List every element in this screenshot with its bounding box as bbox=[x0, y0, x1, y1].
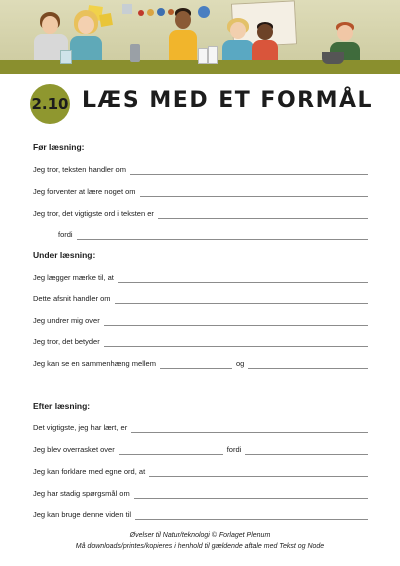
answer-line[interactable] bbox=[104, 316, 368, 326]
chapter-badge: 2.10 bbox=[30, 84, 70, 124]
form-row bbox=[33, 207, 368, 219]
answer-line[interactable] bbox=[245, 445, 368, 455]
answer-line[interactable] bbox=[248, 359, 368, 369]
planet-icon bbox=[157, 8, 165, 16]
form-row bbox=[33, 443, 368, 455]
form-row bbox=[33, 292, 368, 304]
prompt-label: Jeg tror, det betyder bbox=[33, 337, 100, 346]
prompt-label: Jeg lægger mærke til, at bbox=[33, 273, 114, 282]
answer-line[interactable] bbox=[104, 337, 368, 347]
child-figure bbox=[168, 8, 198, 62]
answer-line[interactable] bbox=[115, 294, 368, 304]
form-row bbox=[33, 465, 368, 477]
prompt-label: Det vigtigste, jeg har lært, er bbox=[33, 423, 128, 432]
section-heading-before: Før læsning: bbox=[33, 142, 85, 152]
planet-icon bbox=[138, 10, 144, 16]
prompt-label: fordi bbox=[58, 230, 73, 239]
connector-label: fordi bbox=[226, 445, 242, 454]
cooking-pot bbox=[322, 52, 344, 64]
robot-toy bbox=[130, 44, 140, 62]
sticky-note bbox=[122, 4, 132, 14]
planet-icon bbox=[147, 9, 154, 16]
answer-line[interactable] bbox=[131, 423, 368, 433]
section-heading-during: Under læsning: bbox=[33, 250, 96, 260]
prompt-label: Jeg forventer at lære noget om bbox=[33, 187, 136, 196]
form-row bbox=[33, 508, 368, 520]
form-row bbox=[33, 271, 368, 283]
milk-carton bbox=[198, 48, 208, 64]
prompt-label: Jeg undrer mig over bbox=[33, 316, 100, 325]
prompt-label: Jeg blev overrasket over bbox=[33, 445, 115, 454]
prompt-label: Dette afsnit handler om bbox=[33, 294, 111, 303]
beaker bbox=[60, 50, 72, 64]
form-row bbox=[58, 228, 368, 240]
footer-copyright: Øvelser til Natur/teknologi © Forlaget Plenum bbox=[129, 532, 271, 539]
form-row bbox=[33, 335, 368, 347]
answer-line[interactable] bbox=[135, 510, 368, 520]
form-row bbox=[33, 421, 368, 433]
prompt-label: Jeg kan bruge denne viden til bbox=[33, 510, 131, 519]
answer-line[interactable] bbox=[77, 230, 368, 240]
form-row bbox=[33, 487, 368, 499]
answer-line[interactable] bbox=[118, 273, 368, 283]
connector-label: og bbox=[235, 359, 245, 368]
answer-line[interactable] bbox=[149, 467, 368, 477]
child-figure bbox=[222, 18, 254, 62]
answer-line[interactable] bbox=[134, 489, 368, 499]
answer-line[interactable] bbox=[130, 165, 368, 175]
prompt-label: Jeg tror, det vigtigste ord i teksten er bbox=[33, 209, 154, 218]
answer-line[interactable] bbox=[119, 445, 223, 455]
prompt-label: Jeg har stadig spørgsmål om bbox=[33, 489, 130, 498]
form-row bbox=[33, 185, 368, 197]
globe-icon bbox=[198, 6, 210, 18]
section-heading-after: Efter læsning: bbox=[33, 401, 91, 411]
form-row bbox=[33, 163, 368, 175]
milk-carton bbox=[208, 46, 218, 64]
prompt-label: Jeg tror, teksten handler om bbox=[33, 165, 126, 174]
form-row bbox=[33, 357, 368, 369]
answer-line[interactable] bbox=[140, 187, 368, 197]
page-title: LÆS MED ET FORMÅL bbox=[82, 88, 374, 113]
child-figure bbox=[252, 22, 278, 62]
answer-line[interactable] bbox=[158, 209, 368, 219]
prompt-label: Jeg kan se en sammenhæng mellem bbox=[33, 359, 156, 368]
prompt-label: Jeg kan forklare med egne ord, at bbox=[33, 467, 146, 476]
header-illustration bbox=[0, 0, 400, 74]
form-row bbox=[33, 314, 368, 326]
answer-line[interactable] bbox=[160, 359, 232, 369]
child-figure bbox=[70, 10, 102, 62]
footer-license: Må downloads/printes/kopieres i henhold til gældende aftale med Tekst og Node bbox=[75, 543, 325, 550]
